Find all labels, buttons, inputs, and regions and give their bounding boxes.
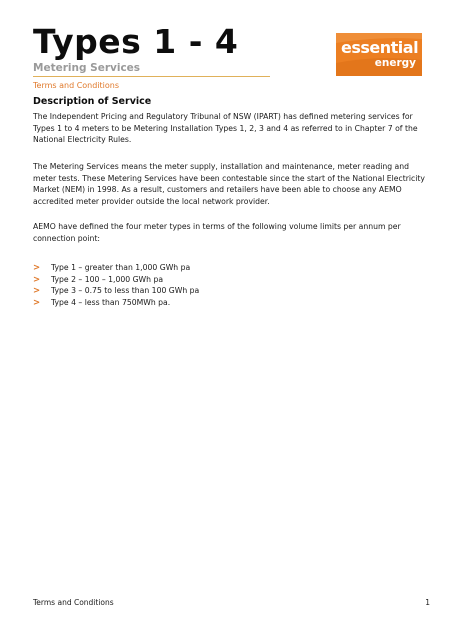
- meter-type-list: [33, 262, 199, 308]
- list-item: [33, 297, 199, 309]
- logo-word-essential: essential: [341, 38, 419, 57]
- arrow-bullet-icon: >: [33, 263, 41, 273]
- arrow-bullet-icon: >: [33, 297, 41, 308]
- paragraph-3: AEMO have defined the four meter types in terms of the following volume limits per annum per connection point:: [33, 222, 401, 243]
- logo-word-energy: energy: [374, 57, 416, 69]
- arrow-bullet-icon: >: [33, 274, 41, 285]
- list-item: [33, 262, 199, 274]
- section-heading: Description of Service: [33, 96, 152, 107]
- section-tag: Terms and Conditions: [33, 81, 120, 90]
- list-item: [33, 274, 199, 286]
- title-divider: [33, 76, 270, 77]
- page-title: Types 1 - 4: [33, 22, 239, 61]
- paragraph-1: The Independent Pricing and Regulatory Tribunal of NSW (IPART) has defined metering services for Types 1 to 4 meters to be Metering Installation Types 1, 2, 3 and 4 as referred to in Chapter 7 of the National Electricity Rules.: [33, 112, 418, 144]
- footer-label: Terms and Conditions: [33, 598, 114, 607]
- page-subtitle: Metering Services: [33, 62, 141, 74]
- list-item-text: Type 3 – 0.75 to less than 100 GWh pa: [51, 286, 200, 295]
- list-item: [33, 285, 199, 297]
- essential-energy-logo: [336, 33, 422, 76]
- list-item-text: Type 4 – less than 750MWh pa.: [51, 297, 171, 307]
- list-item-text: Type 1 – greater than 1,000 GWh pa: [51, 263, 191, 272]
- list-item-text: Type 2 – 100 – 1,000 GWh pa: [51, 274, 164, 284]
- paragraph-2: The Metering Services means the meter supply, installation and maintenance, meter reading and meter tests. These Metering Services have been contestable since the start of the National Electricity Market (NEM) in 1998. As a result, customers and retailers have been able to choose any AEMO accredited meter provider outside the local network provider.: [33, 162, 425, 206]
- arrow-bullet-icon: >: [33, 286, 41, 296]
- page-number: 1: [425, 598, 430, 607]
